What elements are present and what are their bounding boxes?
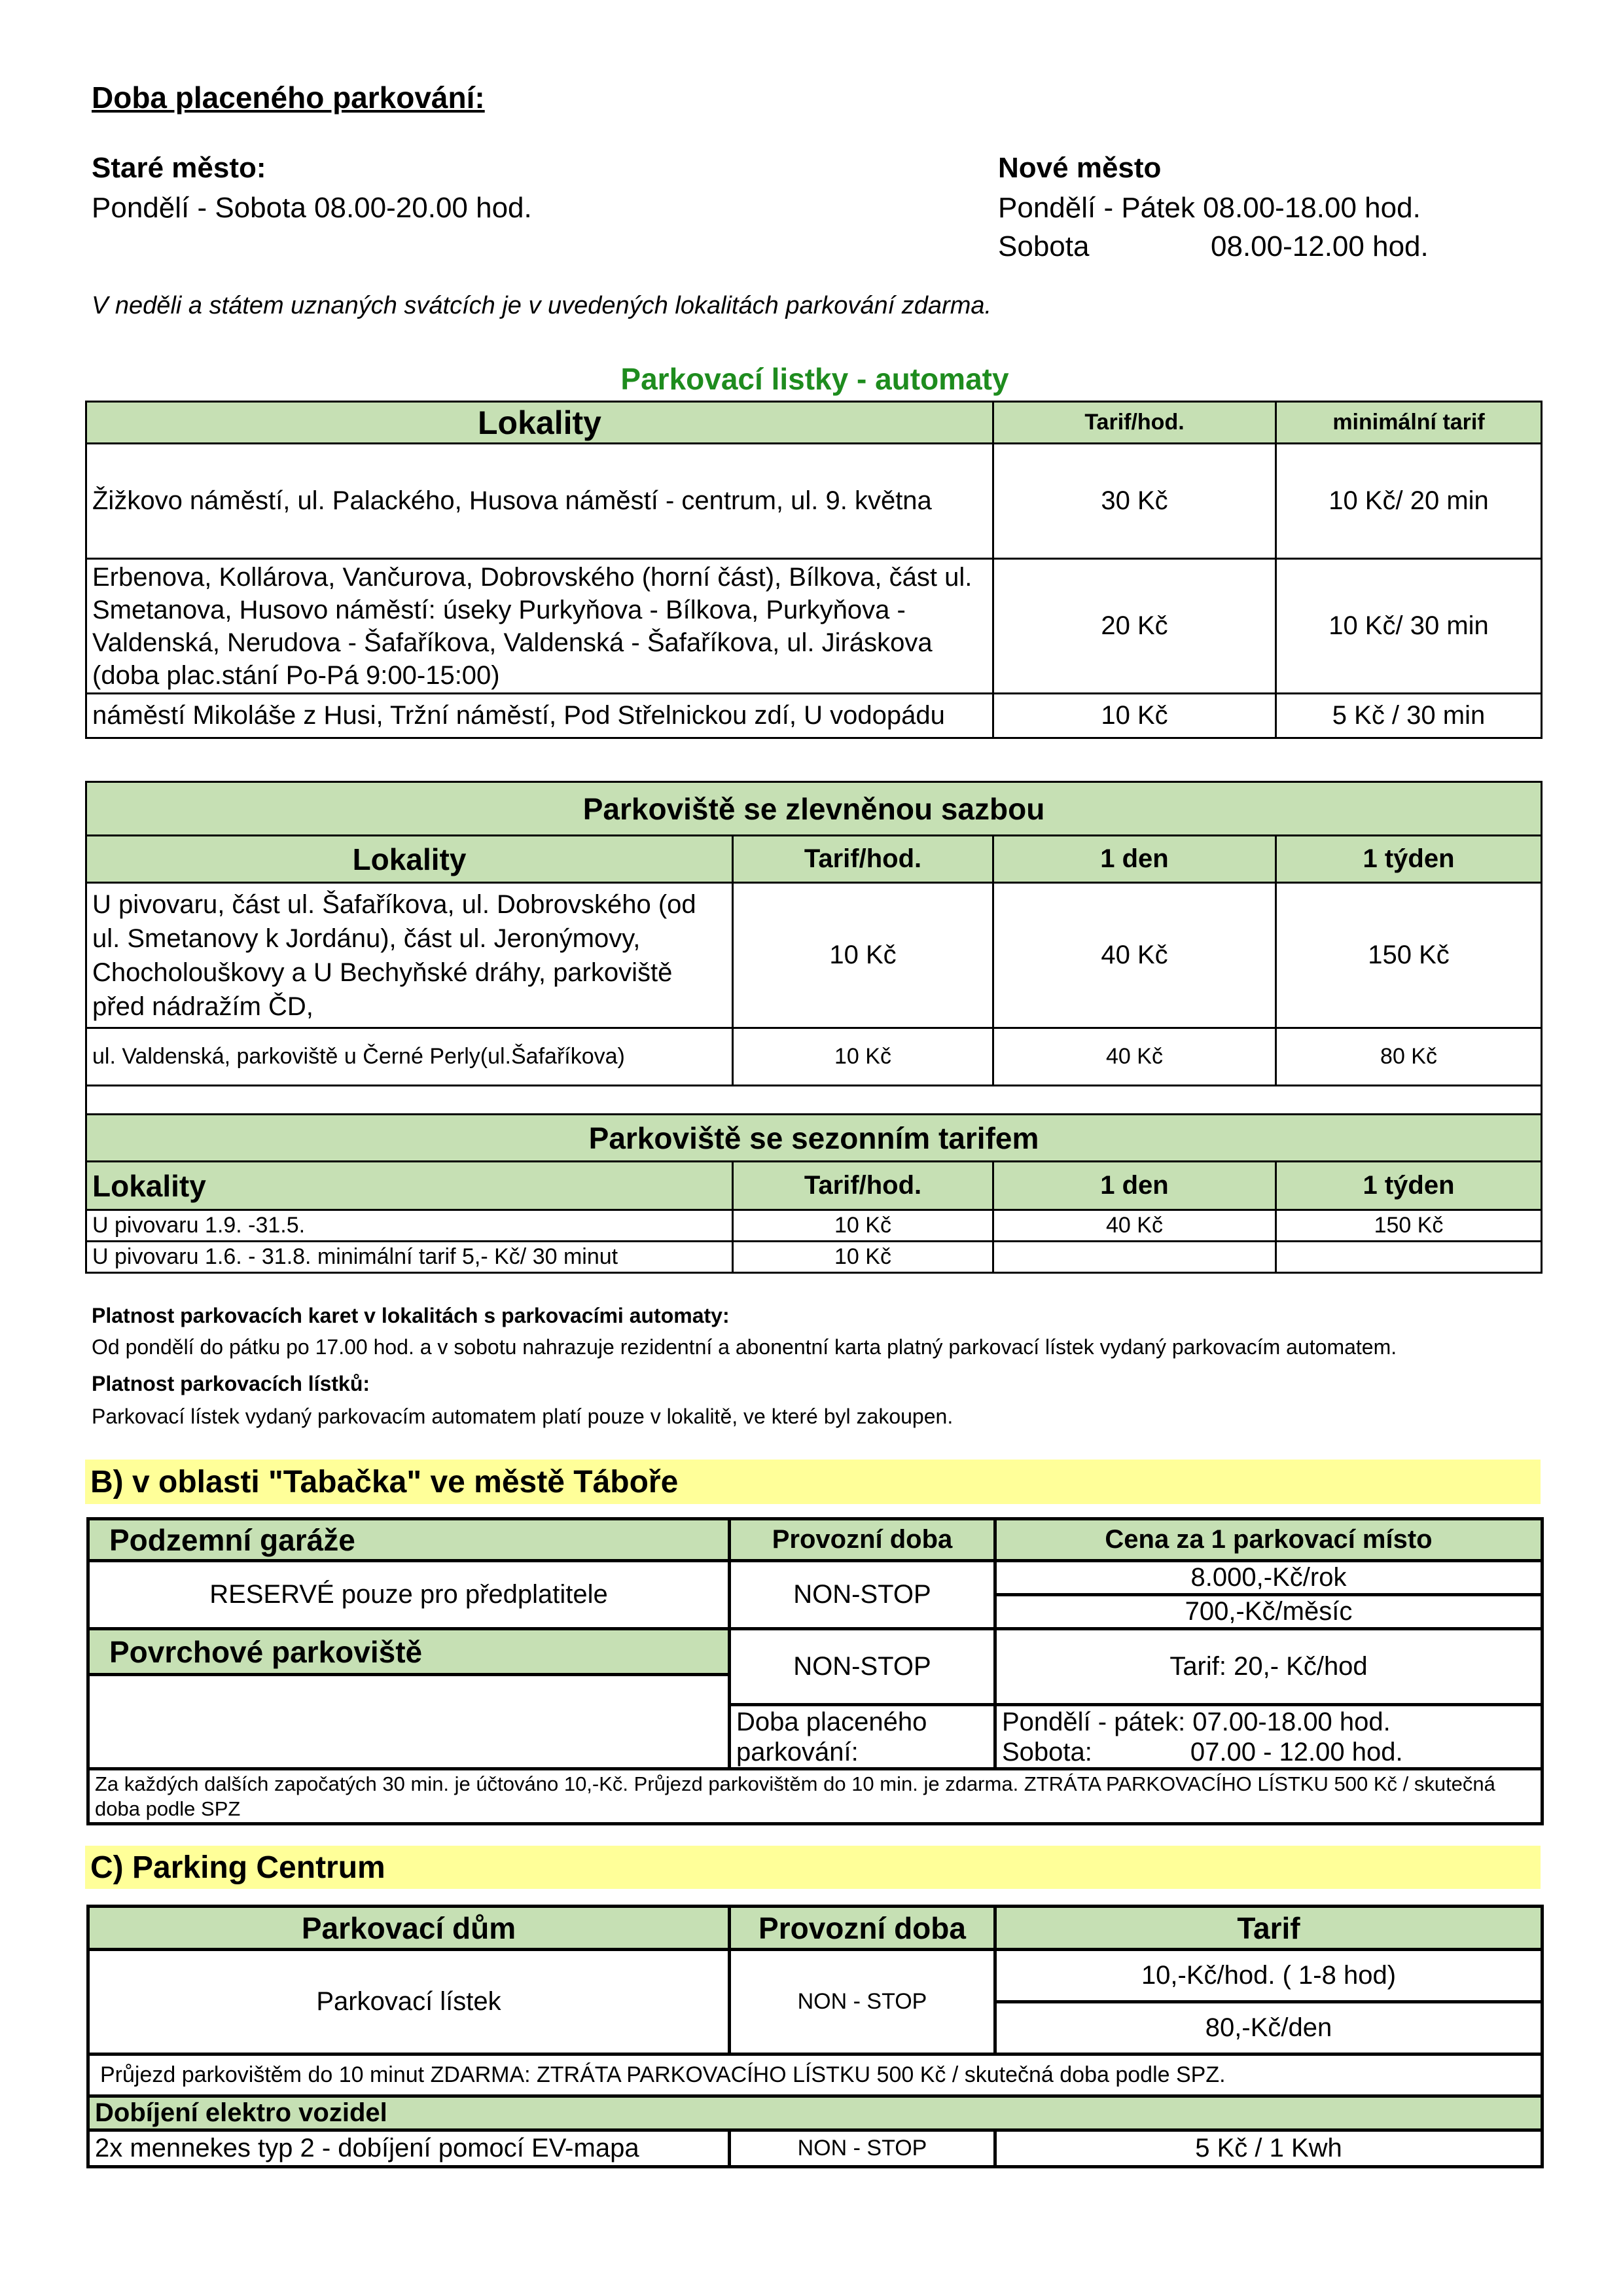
holiday-note: V neděli a státem uznaných svátcích je v uvedených lokalitách parkování zdarma. xyxy=(92,292,992,319)
tabacka-title: B) v oblasti "Tabačka" ve městě Táboře xyxy=(85,1460,1541,1504)
col-cena: Cena za 1 parkovací místo xyxy=(995,1519,1543,1561)
elektro-heading: Dobíjení elektro vozidel xyxy=(88,2096,1543,2130)
sobota-hours xyxy=(1002,1737,1535,1767)
automaty-title: Parkovací listky - automaty xyxy=(620,362,1009,396)
nove-mesto-weekday-hours: Pondělí - Pátek 08.00-18.00 hod. xyxy=(998,192,1421,224)
cena-mesic: 700,-Kč/měsíc xyxy=(995,1595,1543,1629)
karty-text: Od pondělí do pátku po 17.00 hod. a v sobotu nahrazuje rezidentní a abonentní karta platný parkovací lístek vydaný parkovacím automatem. xyxy=(92,1335,1397,1359)
automaty-table xyxy=(85,401,1543,739)
povrchove-empty xyxy=(88,1675,730,1769)
col-den: 1 den xyxy=(993,836,1276,883)
stare-mesto-hours: Pondělí - Sobota 08.00-20.00 hod. xyxy=(92,192,532,224)
podzemni-nonstop: NON-STOP xyxy=(730,1561,995,1629)
table-row: U pivovaru 1.9. -31.5. 10 Kč 40 Kč 150 Kč xyxy=(86,1210,1542,1242)
nove-mesto-saturday-label: Sobota xyxy=(998,230,1090,262)
parkovaci-listek: Parkovací lístek xyxy=(88,1950,730,2054)
col-tarif: Tarif/hod. xyxy=(733,1162,993,1210)
zlevnena-table xyxy=(85,781,1543,1274)
table-row: náměstí Mikoláše z Husi, Tržní náměstí, Pod Střelnickou zdí, U vodopádu 10 Kč 5 Kč / 30 min xyxy=(86,694,1542,738)
stare-mesto-heading: Staré město: xyxy=(92,152,266,184)
centrum-nonstop: NON - STOP xyxy=(730,1950,995,2054)
spacer-row xyxy=(86,1086,1542,1115)
nove-mesto-heading: Nové město xyxy=(998,152,1162,184)
col-lokality: Lokality xyxy=(86,836,733,883)
table-row: U pivovaru, část ul. Šafaříkova, ul. Dobrovského (od ul. Smetanovy k Jordánu), část ul. Jeronýmovy, Chocholouškovy a U Bechyňské dráhy, parkoviště před nádražím ČD, 10 Kč 40 Kč 150 Kč xyxy=(86,883,1542,1028)
col-dum: Parkovací dům xyxy=(88,1907,730,1950)
listky-text: Parkovací lístek vydaný parkovacím automatem platí pouze v lokalitě, ve které byl zakoupen. xyxy=(92,1405,954,1428)
sobota-time: 07.00 - 12.00 hod. xyxy=(1190,1737,1403,1767)
col-provozni: Provozní doba xyxy=(730,1519,995,1561)
tabacka-table xyxy=(86,1517,1544,1825)
table-row: Žižkovo náměstí, ul. Palackého, Husova náměstí - centrum, ul. 9. května 30 Kč 10 Kč/ 20 min xyxy=(86,444,1542,559)
col-den: 1 den xyxy=(993,1162,1276,1210)
table-row: Erbenova, Kollárova, Vančurova, Dobrovského (horní část), Bílkova, část ul. Smetanova, Husovo náměstí: úseky Purkyňova - Bílkova, Purkyňova - Valdenská, Nerudova - Šafaříkova, Valdenská - Šafaříkova, ul. Jiráskova (doba plac.stání Po-Pá 9:00-15:00) 20 Kč 10 Kč/ 30 min xyxy=(86,559,1542,694)
reserve-text: RESERVÉ pouze pro předplatitele xyxy=(88,1561,730,1629)
col-tarif: Tarif/hod. xyxy=(733,836,993,883)
nove-mesto-saturday-hours: 08.00-12.00 hod. xyxy=(1211,230,1429,262)
centrum-note: Průjezd parkovištěm do 10 minut ZDARMA: ZTRÁTA PARKOVACÍHO LÍSTKU 500 Kč / skutečná doba podle SPZ. xyxy=(88,2054,1543,2096)
table-row: U pivovaru 1.6. - 31.8. minimální tarif 5,- Kč/ 30 minut 10 Kč xyxy=(86,1242,1542,1273)
col-tarif: Tarif xyxy=(995,1907,1543,1950)
col-tarif: Tarif/hod. xyxy=(993,402,1276,444)
pondeli-patek-hours: Pondělí - pátek: 07.00-18.00 hod. xyxy=(1002,1707,1391,1736)
elektro-nonstop: NON - STOP xyxy=(730,2130,995,2167)
cena-rok: 8.000,-Kč/rok xyxy=(995,1561,1543,1595)
col-provozni: Provozní doba xyxy=(730,1907,995,1950)
karty-heading: Platnost parkovacích karet v lokalitách s parkovacími automaty: xyxy=(92,1304,730,1327)
table-row xyxy=(88,2130,1543,2167)
col-min-tarif: minimální tarif xyxy=(1276,402,1542,444)
povrchove-heading: Povrchové parkoviště xyxy=(88,1629,730,1675)
doba-hours xyxy=(995,1705,1543,1769)
listky-heading: Platnost parkovacích lístků: xyxy=(92,1372,370,1395)
col-lokality: Lokality xyxy=(86,1162,733,1210)
table-row: ul. Valdenská, parkoviště u Černé Perly(ul.Šafaříkova) 10 Kč 40 Kč 80 Kč xyxy=(86,1028,1542,1086)
col-tyden: 1 týden xyxy=(1276,836,1542,883)
elektro-row: 2x mennekes typ 2 - dobíjení pomocí EV-mapa xyxy=(88,2130,730,2167)
centrum-title: C) Parking Centrum xyxy=(85,1846,1541,1889)
sobota-label: Sobota: xyxy=(1002,1737,1092,1767)
tarif-hod: 10,-Kč/hod. ( 1-8 hod) xyxy=(995,1950,1543,2002)
page-title: Doba placeného parkování: xyxy=(92,81,485,115)
sezonni-title: Parkoviště se sezonním tarifem xyxy=(86,1115,1542,1162)
zlevnena-title: Parkoviště se zlevněnou sazbou xyxy=(86,782,1542,836)
col-tyden: 1 týden xyxy=(1276,1162,1542,1210)
tarif-den: 80,-Kč/den xyxy=(995,2002,1543,2054)
centrum-table xyxy=(86,1905,1544,2168)
elektro-tarif: 5 Kč / 1 Kwh xyxy=(995,2130,1543,2167)
podzemni-heading: Podzemní garáže xyxy=(88,1519,730,1561)
tabacka-note: Za každých dalších započatých 30 min. je účtováno 10,-Kč. Průjezd parkovištěm do 10 min. je zdarma. ZTRÁTA PARKOVACÍHO LÍSTKU 500 Kč / skutečná doba podle SPZ xyxy=(88,1769,1543,1824)
doba-label: Doba placeného parkování: xyxy=(730,1705,995,1769)
povrchove-nonstop: NON-STOP xyxy=(730,1629,995,1705)
col-lokality: Lokality xyxy=(86,402,993,444)
tarif-hod: Tarif: 20,- Kč/hod xyxy=(995,1629,1543,1705)
